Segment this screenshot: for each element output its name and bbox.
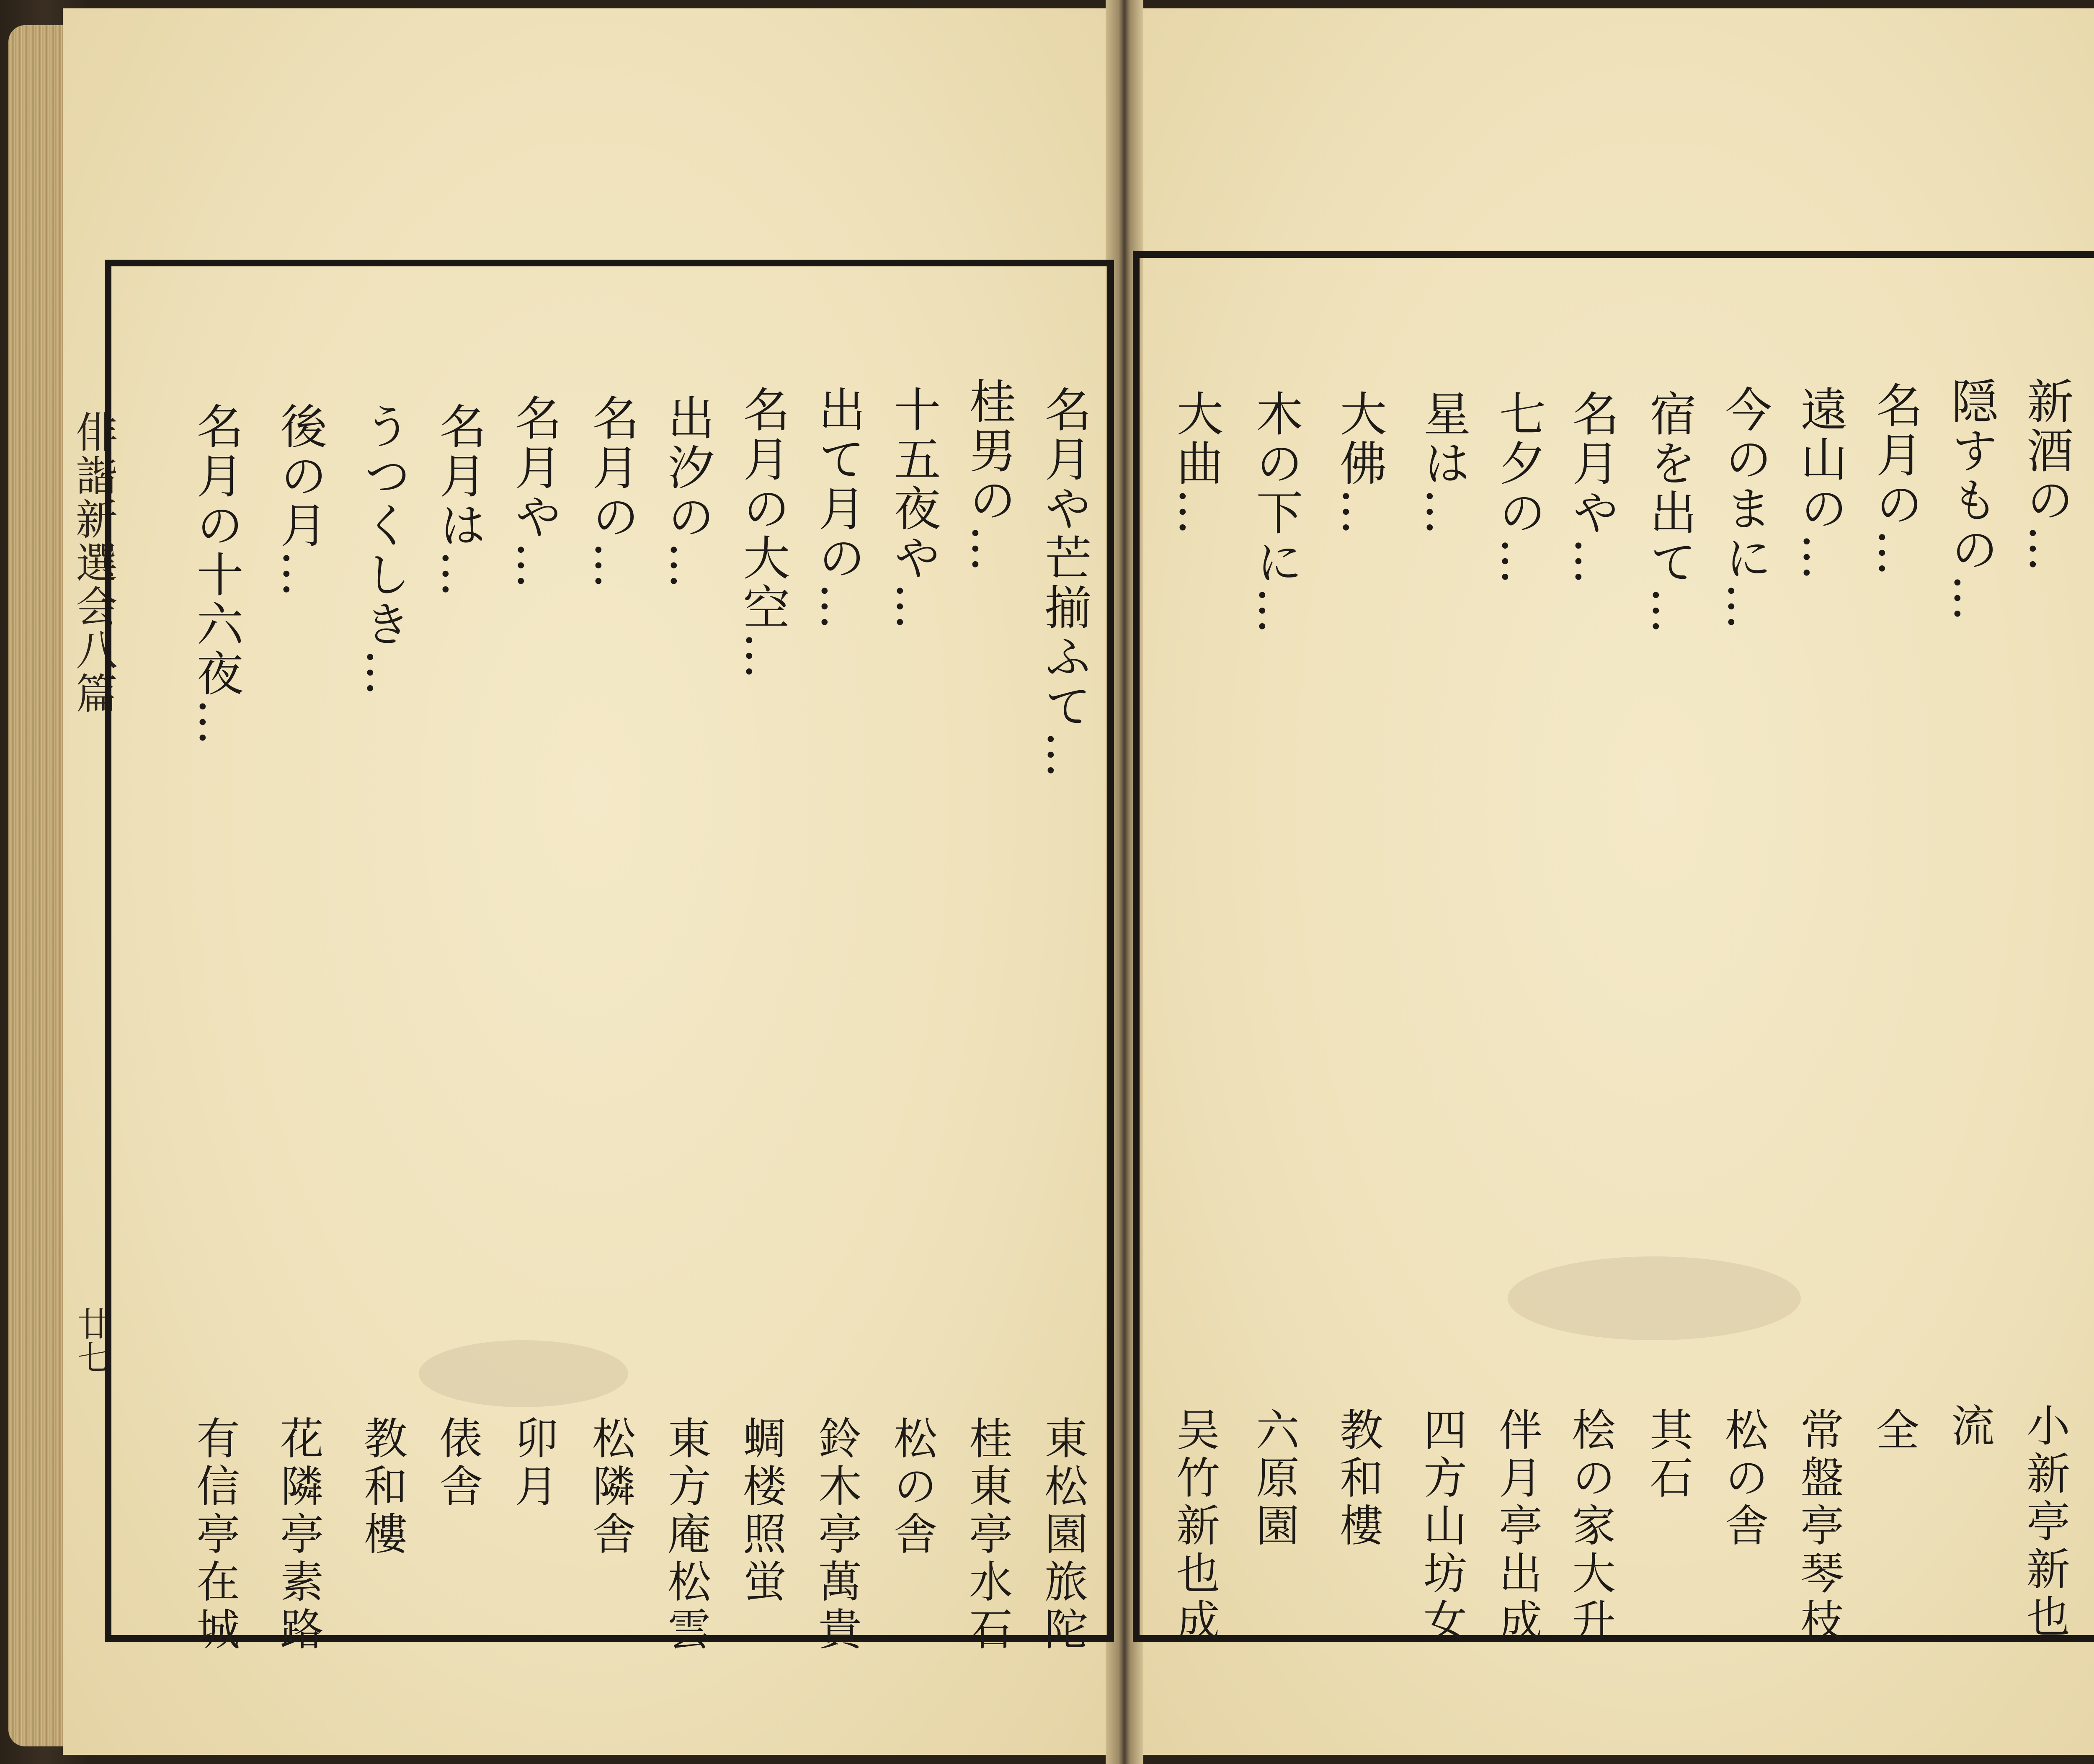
poem-column: 後の月… <box>273 402 327 600</box>
poem-column: 今のまに… <box>1717 385 1772 632</box>
poet-signature: 桧の家大升 <box>1565 1407 1616 1646</box>
poem-column: 木の下に… <box>1248 389 1303 637</box>
poem-column: 星は… <box>1416 389 1470 538</box>
poet-signature: 有信亭在城 <box>189 1416 240 1654</box>
poem-column: 大佛… <box>1332 389 1387 538</box>
poet-signature: 東方庵松雲 <box>660 1416 711 1654</box>
poet-signature: 松の舎 <box>886 1416 937 1559</box>
poem-column: 新酒の… <box>2019 377 2073 575</box>
poet-signature: 松の舎 <box>1717 1407 1769 1550</box>
poem-column: 名月や… <box>507 394 562 591</box>
left-margin-title: 俳諧新選会八篇 <box>69 410 118 715</box>
left-page-edges <box>8 25 71 1746</box>
poet-signature: 教和樓 <box>356 1416 407 1559</box>
poet-signature: 俵舎 <box>432 1416 483 1511</box>
poem-column: 大曲… <box>1169 389 1223 538</box>
poem-column: 十五夜や… <box>886 385 941 632</box>
poem-column: 名月は… <box>432 402 486 600</box>
poet-signature: 桂東亭水石 <box>962 1416 1013 1654</box>
poem-column: 名月の… <box>1868 381 1923 579</box>
poet-signature: 六原園 <box>1248 1407 1300 1550</box>
poem-column: 名月の十六夜… <box>189 402 243 748</box>
poet-signature: 全 <box>1868 1407 1919 1455</box>
poet-signature: 吴竹新也成 <box>1169 1407 1220 1646</box>
poet-signature: 其石 <box>1642 1407 1693 1503</box>
poet-signature: 教和樓 <box>1332 1407 1383 1550</box>
poem-column: 七夕の… <box>1491 389 1546 587</box>
poem-column: 隠すもの… <box>1944 377 1998 624</box>
poem-column: 名月や芒揃ふて… <box>1037 385 1091 781</box>
poet-signature: 松隣舎 <box>585 1416 636 1559</box>
poem-column: 名月や… <box>1565 389 1619 587</box>
poet-signature: 鈴木亭萬貴 <box>811 1416 862 1654</box>
poet-signature: 伴月亭出成 <box>1491 1407 1542 1646</box>
poem-column: 名月の… <box>585 394 639 591</box>
poem-column: 名月の大空… <box>735 385 790 682</box>
poem-column: 桂男の… <box>962 377 1016 575</box>
poem-column: 出汐の… <box>660 394 714 591</box>
poet-signature: 花隣亭素路 <box>273 1416 324 1654</box>
poet-signature: 小新亭新也 <box>2019 1403 2070 1642</box>
poet-signature: 四方山坊女 <box>1416 1407 1467 1646</box>
poet-signature: 東松園旅陀 <box>1037 1416 1088 1654</box>
left-margin-page-number: 廿七 <box>72 1307 111 1374</box>
poem-column: 遠山の… <box>1793 385 1847 583</box>
poet-signature: 蜩楼照蛍 <box>735 1416 787 1607</box>
poet-signature: 卯月 <box>507 1416 558 1511</box>
poem-column: 出て月の… <box>811 385 865 632</box>
poem-column: うつくしき… <box>356 402 411 699</box>
poem-column: 宿を出て… <box>1642 389 1697 637</box>
poet-signature: 流 <box>1944 1403 1995 1451</box>
poet-signature: 常盤亭琴枝 <box>1793 1407 1844 1646</box>
